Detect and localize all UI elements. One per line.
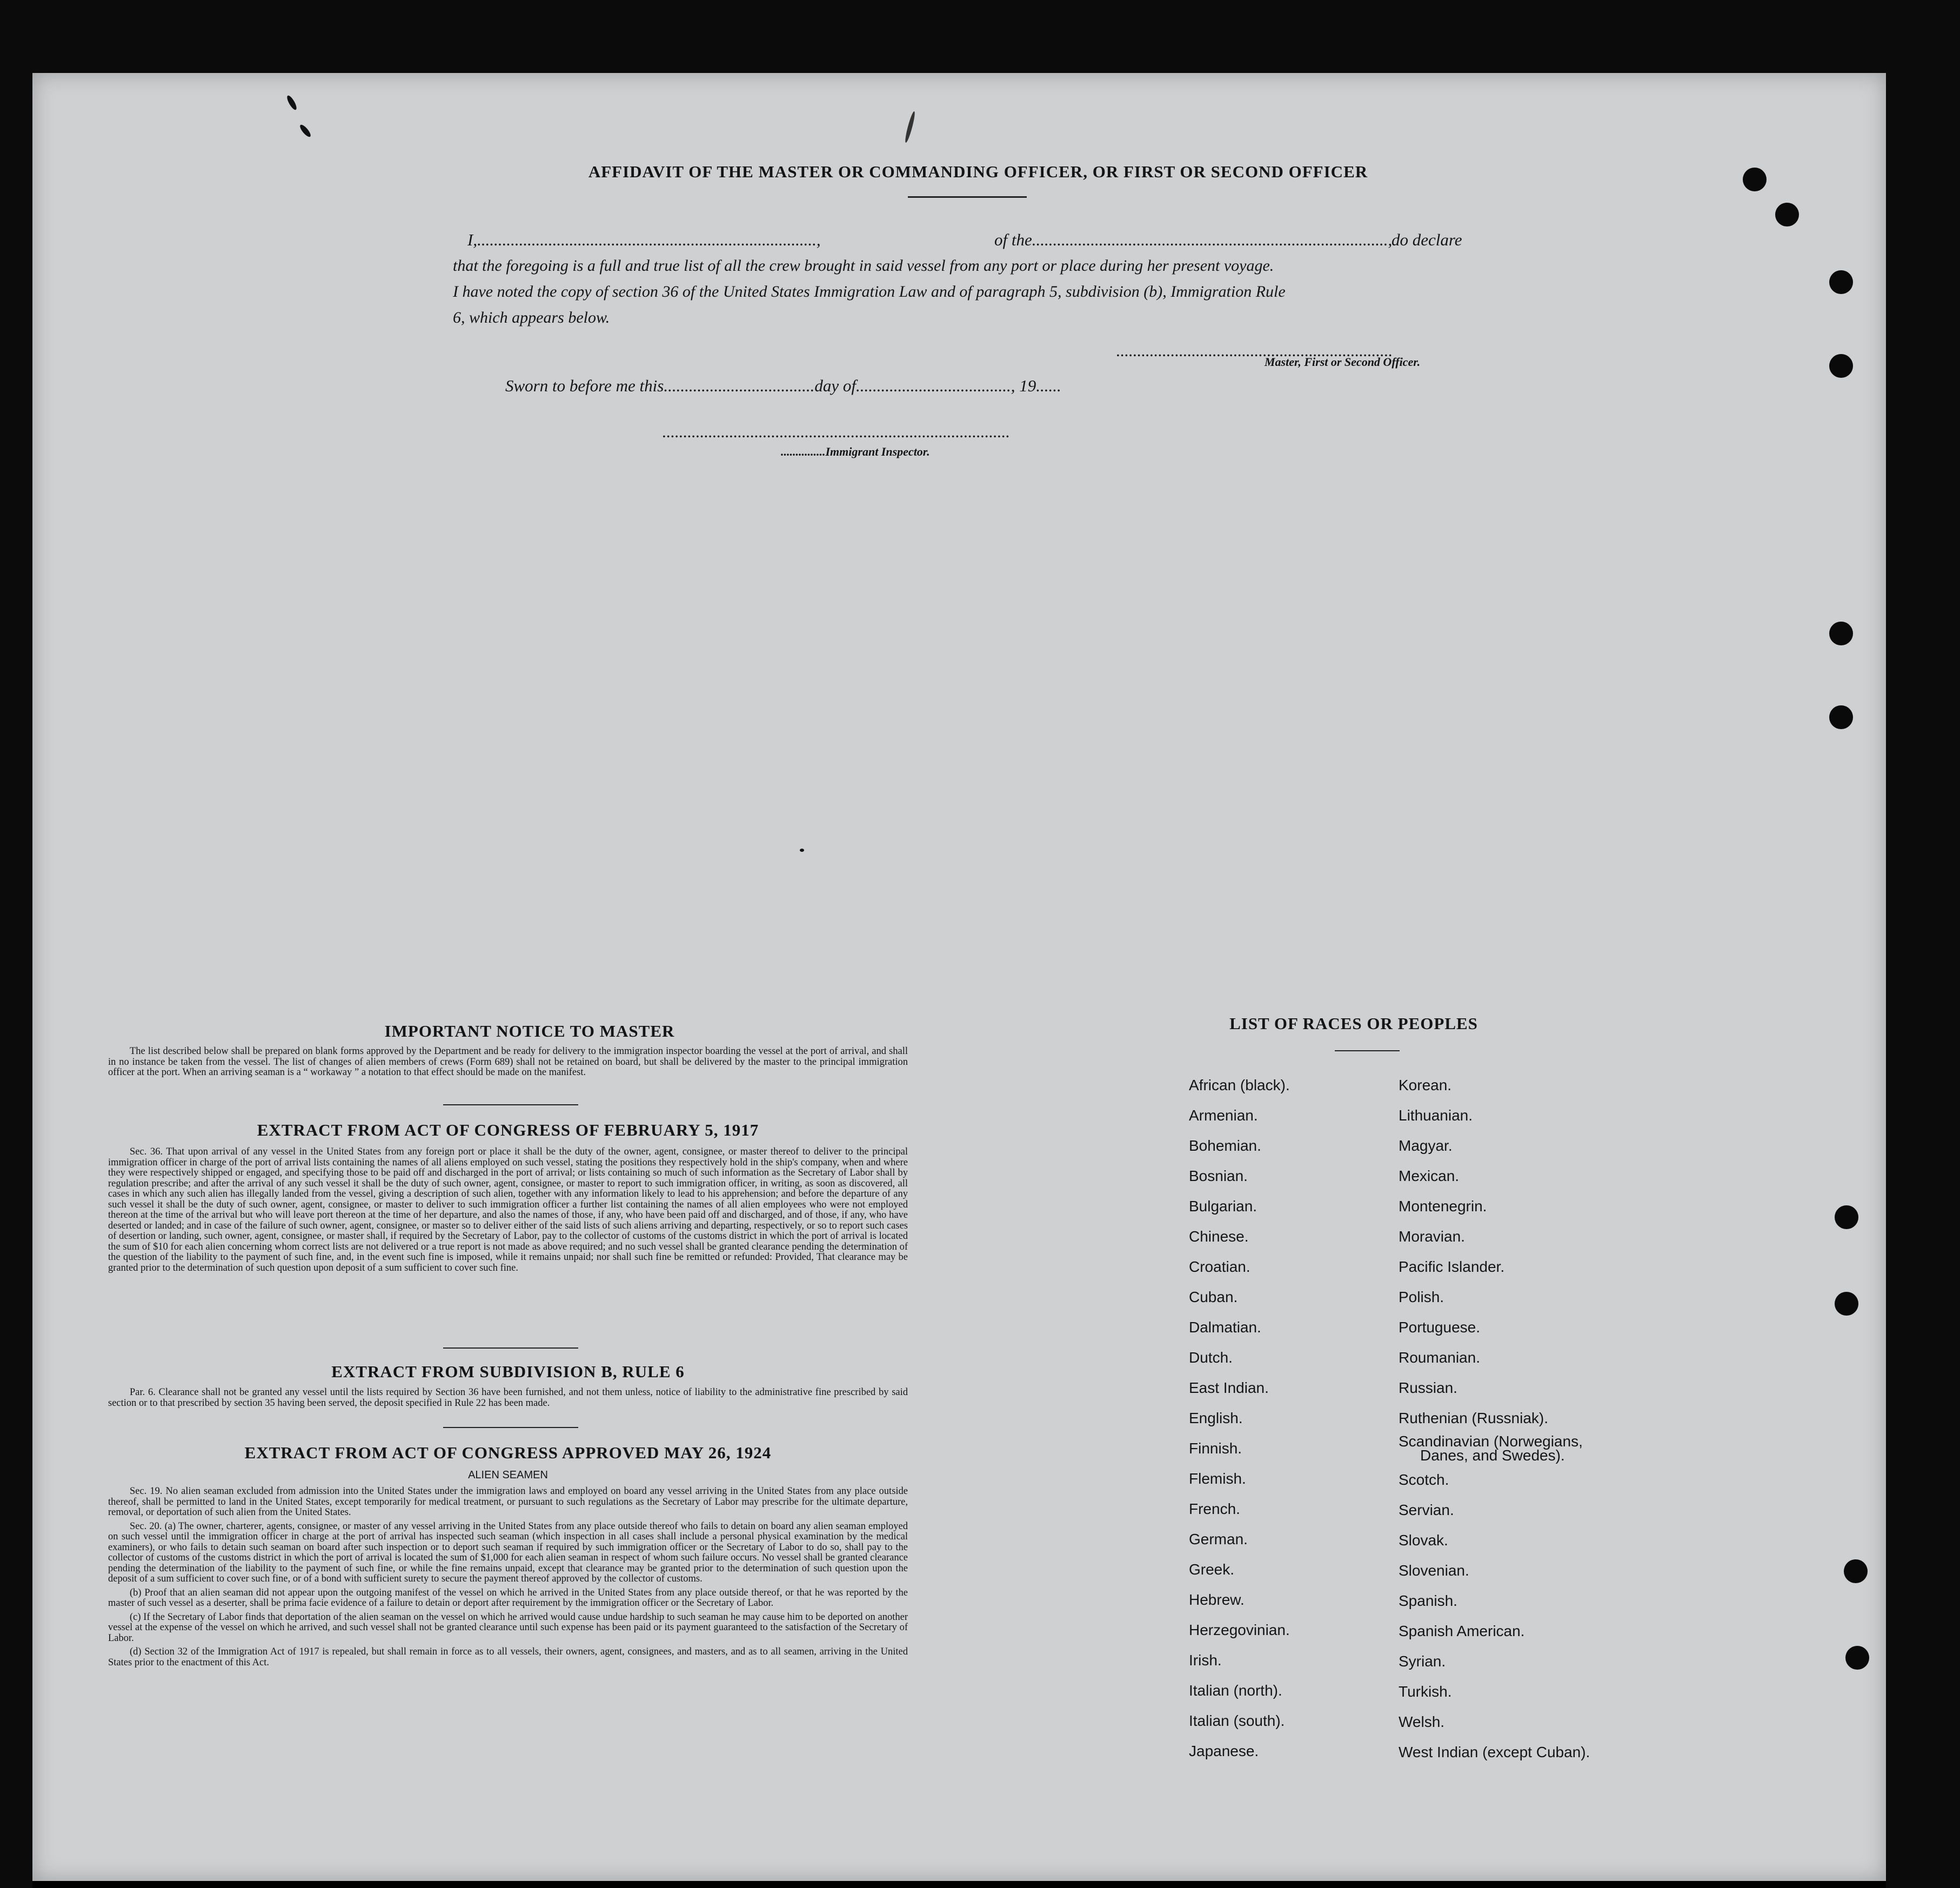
race-item: Italian (south).: [1189, 1712, 1285, 1729]
race-item: African (black).: [1189, 1077, 1290, 1093]
affidavit-line-1b: of the.....................................................................................,: [994, 230, 1393, 249]
race-item: Servian.: [1399, 1502, 1454, 1518]
race-item: Slovenian.: [1399, 1562, 1469, 1579]
punch-hole: [1829, 705, 1853, 729]
race-item: French.: [1189, 1500, 1240, 1517]
race-item: Herzegovinian.: [1189, 1622, 1290, 1638]
affidavit-title: AFFIDAVIT OF THE MASTER OR COMMANDING OFFICER, OR FIRST OR SECOND OFFICER: [588, 162, 1368, 181]
race-item: Irish.: [1189, 1652, 1222, 1669]
race-item: Magyar.: [1399, 1137, 1453, 1154]
punch-hole: [1845, 1646, 1869, 1670]
race-item-scandinavian-cont: Danes, and Swedes).: [1420, 1447, 1565, 1464]
affidavit-line-4: 6, which appears below.: [453, 309, 610, 326]
race-item: Polish.: [1399, 1289, 1444, 1305]
race-item: West Indian (except Cuban).: [1399, 1744, 1590, 1760]
extract-1924-paragraph: Sec. 20. (a) The owner, charterer, agents, consignee, or master of any vessel arriving in the United States from any place outside thereof who fails to detain on board any alien seaman employed on such vessel until the immigration officer in charge at the port of arrival has inspected such seaman (which inspection in all cases shall include a personal physical examination by the medical examiners), or who fails to detain such seaman on board after such inspection or to deport such seaman if required by such immigration officer or the Secretary of Labor to do so, shall pay to the collector of customs of the customs district in which the port of arrival is located the sum of $1,000 for each alien seaman in respect of whom such failure occurs. No vessel shall be granted clearance pending the determination of the liability to the payment of such fine, or while the fine remains unpaid, except that clearance may be granted prior to the determination of such question upon the deposit of a sum sufficient to cover such fine, or of a bond with sufficient surety to secure the payment thereof approved by the collector of customs.: [108, 1520, 908, 1584]
race-item: Roumanian.: [1399, 1349, 1480, 1366]
race-item: Mexican.: [1399, 1168, 1460, 1184]
punch-hole: [1844, 1559, 1868, 1583]
race-item: Portuguese.: [1399, 1319, 1480, 1336]
section-rule: [443, 1427, 578, 1428]
affidavit-line-1a: I,.................................................................................,: [467, 230, 821, 249]
race-item: English.: [1189, 1410, 1243, 1426]
extract-1924-paragraph: (c) If the Secretary of Labor finds that deportation of the alien seaman on the vessel on which he arrived would cause undue hardship to such seaman he may cause him to be deported on another vessel at the expense of the vessel on which he arrived, and such vessel shall not be granted clearance until such expense has been paid or its payment guaranteed to the satisfaction of the Secretary of Labor.: [108, 1611, 908, 1644]
signature-line: ..................................................................: [1116, 341, 1393, 360]
sworn-line: Sworn to before me this....................................day of....................................., 19......: [505, 376, 1061, 395]
race-item: Bosnian.: [1189, 1168, 1248, 1184]
punch-hole: [1829, 354, 1853, 378]
race-item: Spanish American.: [1399, 1623, 1525, 1639]
races-column-1: [1189, 1070, 1383, 1766]
extract-1917-paragraph: Sec. 36. That upon arrival of any vessel in the United States from any foreign port or place it shall be the duty of the owner, agent, consignee, or master thereof to deliver to the principal immigration officer in charge of the port of arrival lists containing the names of all aliens employed on such vessel, stating the positions they respectively hold in the ship's company, when and where they were respectively shipped or engaged, and specifying those to be paid off and discharged in the port of arrival; or lists containing so much of such information as the Secretary of Labor shall by regulation prescribe; and after the arrival of any such vessel it shall be the duty of such owner, agent, consignee, or master to report to such immigration officer, in writing, as soon as discovered, all cases in which any such alien has illegally landed from the vessel, giving a description of such alien, together with any information likely to lead to his apprehension; and before the departure of any such vessel it shall be the duty of such owner, agent, consignee, or master to deliver to such immigration officer a further list containing the names of all alien employees who were not employed thereon at the time of the arrival but who will leave port thereon at the time of her departure, and also the names of those, if any, who have been paid off and discharged, and of those, if any, who have deserted or landed; and in case of the failure of such owner, agent, consignee, or master so to deliver either of the said lists of such aliens arriving and departing, respectively, or so to report such cases of desertion or landing, such owner, agent, consignee, or master shall, if required by the Secretary of Labor, pay to the collector of customs of the customs district in which the port of arrival is located the sum of $10 for each alien concerning whom correct lists are not delivered or a true report is not made as above required; and no such vessel shall be granted clearance pending the determination of the question of the liability to the payment of such fine, and, in the event such fine is imposed, while it remains unpaid; nor shall such fine be remitted or refunded: Provided, That clearance may be granted prior to the determination of such question upon deposit of a sum sufficient to cover such fine.: [108, 1146, 908, 1273]
extract-1924-paragraph: (b) Proof that an alien seaman did not appear upon the outgoing manifest of the vessel on which he arrived in the United States from any place outside thereof, or that he was reported by the master of such vessel as a deserter, shall be prima facie evidence of a failure to detain or deport after requirement by the immigration officer or the Secretary of Labor.: [108, 1587, 908, 1609]
race-item: Montenegrin.: [1399, 1198, 1487, 1215]
extract-rule6-paragraph: Par. 6. Clearance shall not be granted any vessel until the lists required by Section 36 have been furnished, and not them unless, notice of liability to the administrative fine prescribed by said section or to that prescribed by section 35 having been served, the deposit specified in Rule 22 has been made.: [108, 1387, 908, 1409]
race-item: [1399, 1433, 1658, 1465]
race-item: Korean.: [1399, 1077, 1452, 1093]
race-item: Ruthenian (Russniak).: [1399, 1410, 1549, 1426]
punch-hole: [1835, 1205, 1858, 1229]
race-item-scandinavian: Scandinavian (Norwegians,: [1399, 1433, 1583, 1450]
torn-corner: [1886, 0, 1960, 1888]
extract-1924-paragraph: Sec. 19. No alien seaman excluded from admission into the United States under the immigration laws and employed on board any vessel arriving in the United States from any place outside thereof, shall be permitted to land in the United States, except temporarily for medical treatment, or pursuant to such regulations as the Secretary of Labor may prescribe for the ultimate departure, removal, or deportation of such alien from the United States.: [108, 1486, 908, 1518]
extract-rule6-text: [108, 1387, 908, 1412]
race-item: Russian.: [1399, 1379, 1457, 1396]
extract-1924-paragraph: (d) Section 32 of the Immigration Act of 1917 is repealed, but shall remain in force as to all vessels, their owners, agent, consignees, and masters, and as to all seamen, arriving in the United States prior to the enactment of this Act.: [108, 1646, 908, 1668]
affidavit-line-3: I have noted the copy of section 36 of the United States Immigration Law and of paragraph 5, subdivision (b), Immigration Rule: [453, 283, 1286, 301]
race-item: Pacific Islander.: [1399, 1258, 1505, 1275]
race-item: Hebrew.: [1189, 1591, 1245, 1608]
races-title-rule: [1335, 1050, 1400, 1051]
extract-rule6-title: EXTRACT FROM SUBDIVISION B, RULE 6: [331, 1362, 685, 1381]
race-item: Syrian.: [1399, 1653, 1446, 1670]
race-item: Croatian.: [1189, 1258, 1250, 1275]
race-item: Welsh.: [1399, 1713, 1445, 1730]
race-item: Greek.: [1189, 1561, 1235, 1578]
inspector-signature-line: ...................................................................................: [662, 422, 1010, 441]
race-item: Dutch.: [1189, 1349, 1233, 1366]
race-item: Chinese.: [1189, 1228, 1249, 1245]
signature-label: Master, First or Second Officer.: [1265, 355, 1421, 369]
extract-1917-title: EXTRACT FROM ACT OF CONGRESS OF FEBRUARY 5, 1917: [257, 1120, 759, 1139]
notice-paragraph: The list described below shall be prepared on blank forms approved by the Department and be ready for delivery to the immigration inspector boarding the vessel at the port of arrival, and shall in no instance be taken from the vessel. The list of changes of alien members of crews (Form 689) shall not be retained on board, but shall be delivered by the master to the principal immigration officer at the port. When an arriving seaman is a “ workaway ” a notation to that effect should be made on the manifest.: [108, 1046, 908, 1078]
race-item: Spanish.: [1399, 1592, 1457, 1609]
punch-hole: [1829, 270, 1853, 294]
race-item: Bulgarian.: [1189, 1198, 1257, 1215]
affidavit-line-1c: do declare: [1392, 230, 1462, 249]
race-item: Italian (north).: [1189, 1682, 1282, 1699]
race-item: Finnish.: [1189, 1440, 1242, 1457]
punch-hole: [1829, 622, 1853, 645]
inspector-label: ...............Immigrant Inspector.: [781, 445, 930, 458]
race-item: Cuban.: [1189, 1289, 1238, 1305]
speck: [800, 849, 804, 852]
race-item: Flemish.: [1189, 1470, 1246, 1487]
extract-1924-text: [108, 1486, 908, 1671]
race-item: Turkish.: [1399, 1683, 1452, 1700]
race-item: Slovak.: [1399, 1532, 1448, 1549]
punch-hole: [1835, 1292, 1858, 1316]
race-item: Lithuanian.: [1399, 1107, 1473, 1124]
races-title: LIST OF RACES OR PEOPLES: [1229, 1014, 1478, 1033]
race-item: East Indian.: [1189, 1379, 1269, 1396]
section-rule: [443, 1104, 578, 1105]
extract-1924-title: EXTRACT FROM ACT OF CONGRESS APPROVED MAY 26, 1924: [244, 1443, 772, 1462]
race-item: Dalmatian.: [1189, 1319, 1261, 1336]
races-column-2: [1399, 1070, 1658, 1767]
race-item: Moravian.: [1399, 1228, 1465, 1245]
left-border: [0, 0, 32, 1888]
race-item: Japanese.: [1189, 1743, 1259, 1759]
race-item: Scotch.: [1399, 1471, 1449, 1488]
notice-text: [108, 1046, 908, 1082]
punch-hole: [1775, 203, 1799, 226]
top-border: [0, 0, 1960, 73]
affidavit-title-rule: [908, 196, 1027, 198]
race-item: Armenian.: [1189, 1107, 1258, 1124]
race-item: Bohemian.: [1189, 1137, 1261, 1154]
punch-hole: [1743, 168, 1767, 191]
affidavit-line-2: that the foregoing is a full and true list of all the crew brought in said vessel from any port or place during her present voyage.: [453, 257, 1274, 275]
extract-1917-text: [108, 1147, 908, 1277]
extract-1924-subtitle: ALIEN SEAMEN: [468, 1469, 548, 1481]
section-rule: [443, 1347, 578, 1349]
race-item: German.: [1189, 1531, 1248, 1547]
notice-title: IMPORTANT NOTICE TO MASTER: [384, 1022, 675, 1040]
